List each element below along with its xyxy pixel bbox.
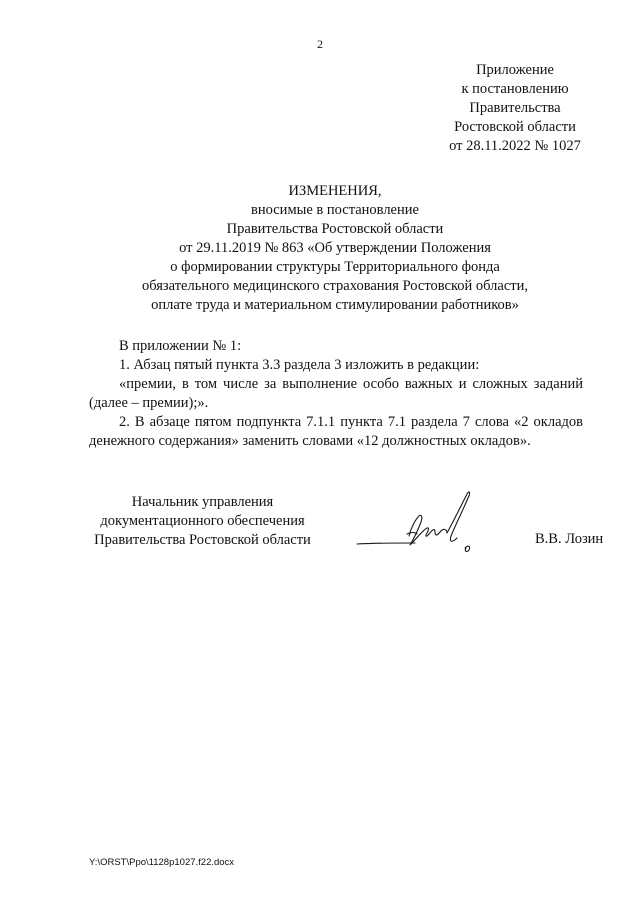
signer-title-line: Правительства Ростовской области <box>94 532 311 548</box>
title-line: вносимые в постановление <box>251 202 419 218</box>
document-body <box>89 337 583 451</box>
body-paragraph-intro: В приложении № 1: <box>119 338 242 354</box>
appendix-line: Приложение <box>476 62 554 78</box>
body-paragraph-item-1: 1. Абзац пятый пункта 3.3 раздела 3 изложить в редакции: <box>119 357 480 373</box>
appendix-line: Правительства <box>469 100 561 116</box>
title-line: от 29.11.2019 № 863 «Об утверждении Положения <box>179 240 491 256</box>
title-line: о формировании структуры Территориального фонда <box>170 259 500 275</box>
appendix-header <box>440 61 590 156</box>
body-paragraph-quote: «премии, в том числе за выполнение особо важных и сложных заданий (далее – премии);». <box>89 376 583 411</box>
document-title <box>90 182 580 315</box>
title-heading: ИЗМЕНЕНИЯ, <box>288 183 382 199</box>
title-line: оплате труда и материальном стимулировании работников» <box>151 297 519 313</box>
appendix-line: Ростовской области <box>454 119 576 135</box>
page-number: 2 <box>317 37 323 51</box>
file-path-footer: Y:\ORST\Ppo\1128p1027.f22.docx <box>89 857 235 868</box>
title-line: обязательного медицинского страхования Ростовской области, <box>142 278 528 294</box>
body-paragraph-item-2: 2. В абзаце пятом подпункта 7.1.1 пункта 7.1 раздела 7 слова «2 окладов денежного содержания» заменить словами «12 должностных окладов». <box>89 414 583 449</box>
signer-title-line: Начальник управления <box>131 494 274 510</box>
title-line: Правительства Ростовской области <box>226 221 444 237</box>
signer-title-line: документационного обеспечения <box>100 513 305 529</box>
appendix-line: к постановлению <box>461 81 569 97</box>
handwritten-signature <box>355 488 490 558</box>
signer-position <box>80 493 325 550</box>
appendix-date-number: от 28.11.2022 № 1027 <box>449 138 581 154</box>
signer-name: В.В. Лозин <box>535 531 604 547</box>
